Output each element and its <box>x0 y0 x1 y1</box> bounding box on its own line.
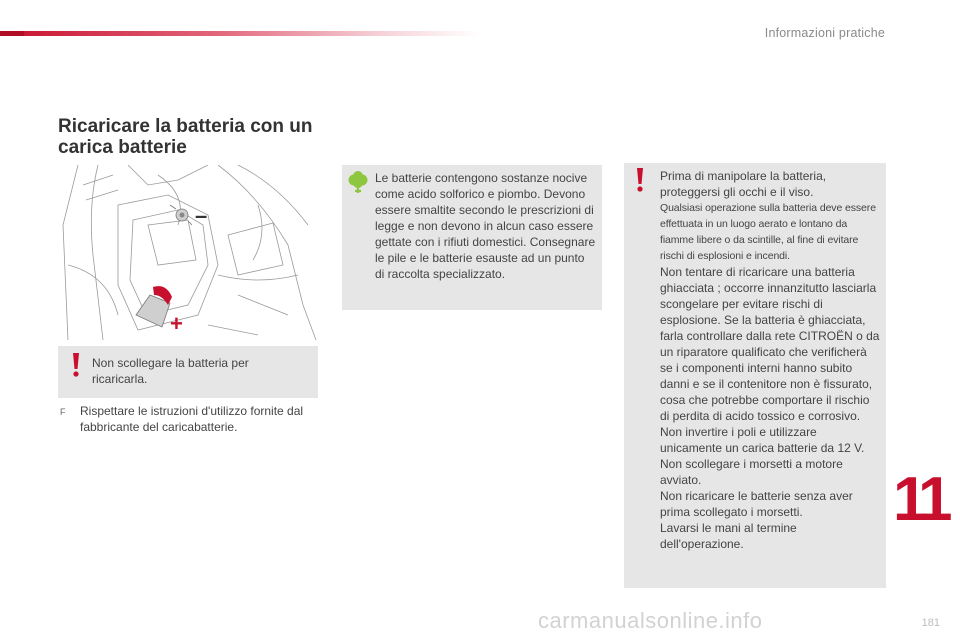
instruction-item <box>58 403 320 435</box>
positive-terminal <box>136 286 172 327</box>
safety-paragraph: Non invertire i poli e utilizzare unicamente un carica batterie da 12 V. <box>660 425 865 455</box>
chapter-number: 11 <box>893 465 947 534</box>
safety-paragraph: Prima di manipolare la batteria, proteggersi gli occhi e il viso. <box>660 169 827 199</box>
safety-paragraph: Non ricaricare le batterie senza aver prima scollegato i morsetti. <box>660 489 853 519</box>
environment-note-box <box>342 165 602 310</box>
safety-paragraph: Non scollegare i morsetti a motore avviato. <box>660 457 843 487</box>
warning-box-safety <box>624 163 886 588</box>
warning-text: Non scollegare la batteria per ricaricarla. <box>92 356 249 386</box>
bullet-marker: F <box>60 407 66 417</box>
plus-label: + <box>170 311 183 336</box>
safety-paragraph: Qualsiasi operazione sulla batteria deve essere effettuata in un luogo aerato e lontano da fiamme libere o da scintille, al fine di evitare rischi di esplosioni e incendi. <box>660 202 876 262</box>
section-header: Informazioni pratiche <box>764 26 885 40</box>
watermark: carmanualsonline.info <box>538 608 763 633</box>
safety-text <box>660 168 882 552</box>
safety-paragraph: Lavarsi le mani al termine dell'operazione. <box>660 521 797 551</box>
exclamation-icon <box>635 167 645 193</box>
page-title: Ricaricare la batteria con un carica batterie <box>58 116 313 158</box>
leaf-icon <box>346 171 370 195</box>
header-accent-cap <box>0 31 24 36</box>
minus-label: – <box>195 203 208 228</box>
header-accent-bar <box>0 31 480 36</box>
page-number: 181 <box>921 617 940 629</box>
environment-note-text: Le batterie contengono sostanze nocive come acido solforico e piombo. Devono essere smaltite secondo le prescrizioni di legge e non devono in alcun caso essere gettate con i rifiuti domestici. Consegnare le pile e le batterie esauste ad un punto di raccolta specializzato. <box>375 171 596 281</box>
safety-paragraph: Non tentare di ricaricare una batteria ghiacciata ; occorre innanzitutto lasciarla scongelare per evitare rischi di esplosione. Se la batteria è ghiacciata, farla controllare dalla rete CITROËN o da un riparatore qualificato che verificherà se i componenti interni hanno subito danni e se il contenitore non è fissurato, cosa che potrebbe comportare il rischio di perdita di acido tossico e corrosivo. <box>660 265 880 423</box>
instruction-text: Rispettare le istruzioni d'utilizzo fornite dal fabbricante del caricabatterie. <box>80 404 304 434</box>
battery-illustration <box>58 165 318 340</box>
warning-box-disconnect <box>58 346 318 398</box>
exclamation-icon <box>71 352 81 378</box>
